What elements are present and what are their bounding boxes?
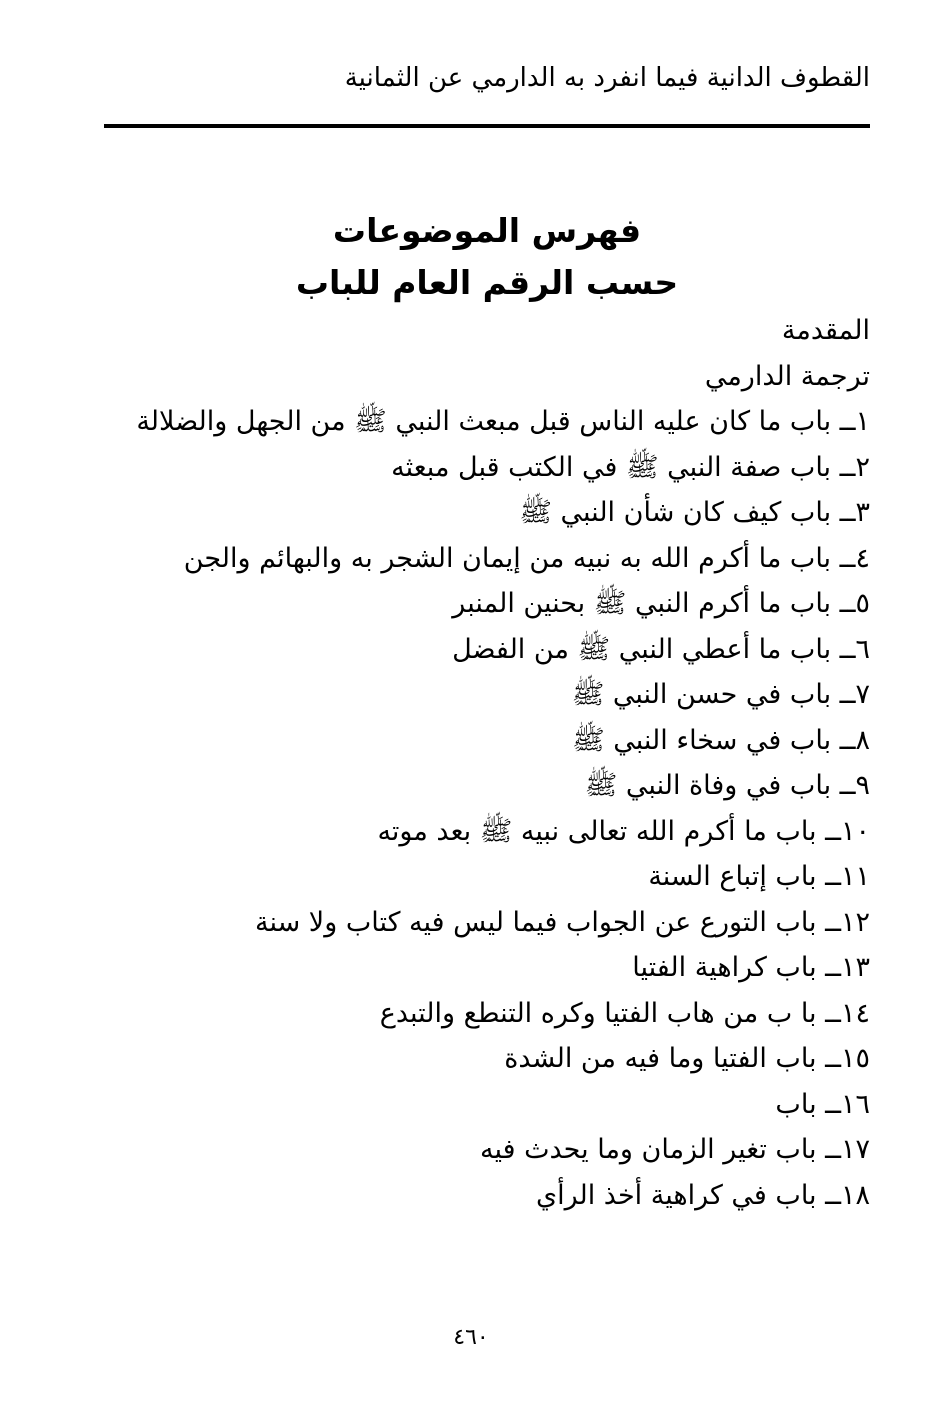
header-rule	[104, 124, 870, 128]
toc-entry: ١٥ــ باب الفتيا وما فيه من الشدة	[504, 1043, 870, 1074]
toc-entry: ٥ــ باب ما أكرم النبي ﷺ بحنين المنبر	[452, 588, 870, 619]
toc-entry: ٨ــ باب في سخاء النبي ﷺ	[572, 724, 870, 756]
title-block	[104, 205, 870, 309]
toc-entry: ٩ــ باب في وفاة النبي ﷺ	[584, 770, 870, 801]
page-number: ٤٦٠	[453, 1325, 489, 1350]
toc-entry: ١٤ــ با ب من هاب الفتيا وكره التنطع والتبدع	[379, 997, 870, 1029]
toc-entry: ١٠ــ باب ما أكرم الله تعالى نبيه ﷺ بعد موته	[377, 815, 870, 847]
toc-entry: ١٦ــ باب	[775, 1088, 870, 1120]
toc-entry: ٢ــ باب صفة النبي ﷺ في الكتب قبل مبعثه	[391, 451, 870, 483]
toc-entry: المقدمة	[781, 315, 870, 346]
toc-entry: ١٢ــ باب التورع عن الجواب فيما ليس فيه كتاب ولا سنة	[254, 906, 870, 938]
toc-entry: ١٧ــ باب تغير الزمان وما يحدث فيه	[479, 1134, 870, 1165]
toc-entry: ١ــ باب ما كان عليه الناس قبل مبعث النبي ﷺ من الجهل والضلالة	[136, 406, 870, 437]
running-header: القطوف الدانية فيما انفرد به الدارمي عن الثمانية	[344, 63, 870, 93]
toc-list	[90, 308, 870, 1218]
page-subtitle: حسب الرقم العام للباب	[295, 263, 679, 302]
toc-entry: ١١ــ باب إتباع السنة	[648, 861, 870, 892]
page-title: فهرس الموضوعات	[332, 211, 642, 250]
toc-entry: ١٣ــ باب كراهية الفتيا	[632, 952, 870, 983]
toc-entry: ترجمة الدارمي	[704, 360, 870, 392]
toc-entry: ٣ــ باب كيف كان شأن النبي ﷺ	[519, 497, 870, 528]
toc-entry: ١٨ــ باب في كراهية أخذ الرأي	[535, 1179, 870, 1211]
toc-entry: ٧ــ باب في حسن النبي ﷺ	[571, 679, 870, 710]
toc-entry: ٤ــ باب ما أكرم الله به نبيه من إيمان الشجر به والبهائم والجن	[183, 542, 870, 574]
toc-entry: ٦ــ باب ما أعطي النبي ﷺ من الفضل	[452, 633, 870, 665]
